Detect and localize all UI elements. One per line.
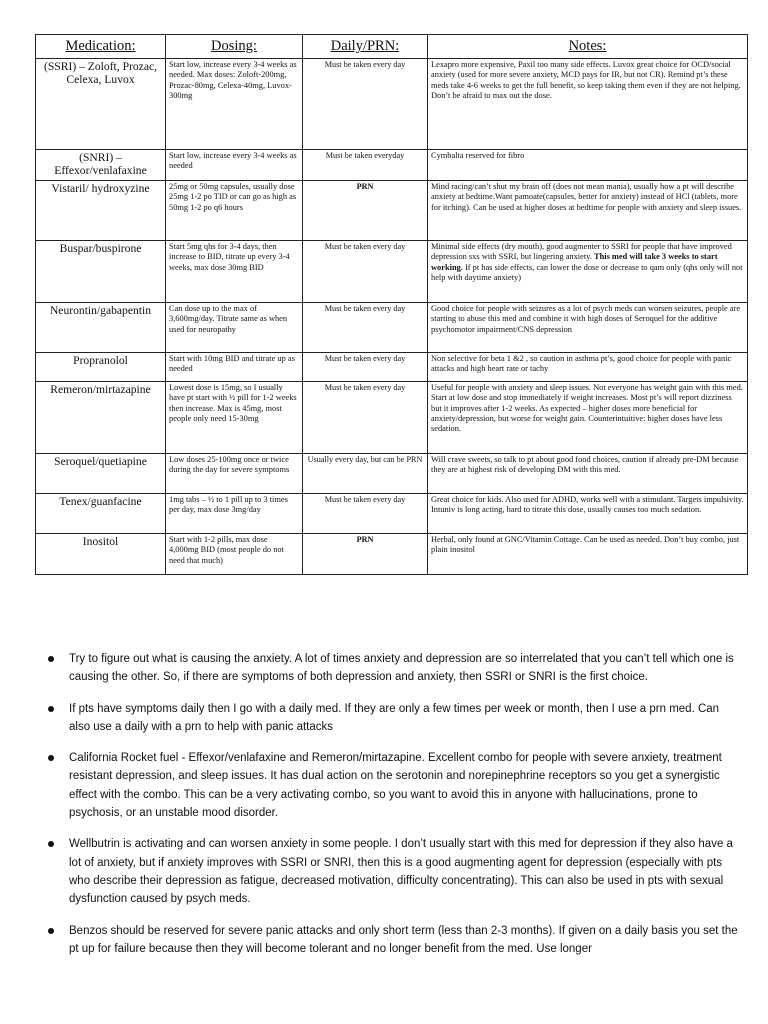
- medication-cell: (SSRI) – Zoloft, Prozac, Celexa, Luvox: [36, 59, 166, 150]
- notes-cell: Lexapro more expensive, Paxil too many side effects. Luvox great choice for OCD/social anxiety (used for more severe anxiety, MCD pays for IR, but not CR). Remind pt’s these meds take 4-6 weeks to get the full benefit, so keep taking them even if they are not helping. Don’t be afraid to max out the dose.: [428, 59, 748, 150]
- header-medication: Medication:: [36, 35, 166, 59]
- header-daily-prn: Daily/PRN:: [303, 35, 428, 59]
- table-row: [36, 534, 748, 575]
- medication-cell: Buspar/buspirone: [36, 241, 166, 303]
- daily-prn-cell: Must be taken every day: [303, 241, 428, 303]
- bullet-text: If pts have symptoms daily then I go with a daily med. If they are only a few times per week or month, then I use a prn med. Can also use a daily with a prn to help with panic attacks: [69, 702, 720, 733]
- bullet-item: [44, 922, 740, 959]
- bullet-item: [44, 650, 740, 687]
- notes-cell: Great choice for kids. Also used for ADHD, works well with a stimulant. Targets impulsivity. Intuniv is long acting, hard to titrate this dose, usually causes too much sedation.: [428, 494, 748, 534]
- bullet-dot-icon: [48, 755, 54, 761]
- medication-cell: (SNRI) – Effexor/venlafaxine: [36, 150, 166, 181]
- bullet-text: Wellbutrin is activating and can worsen anxiety in some people. I don’t usually start with this med for depression if they also have a lot of anxiety, but if anxiety improves with SSRI or SNRI, then this is a good augmenting agent for depression (especially with pts who describe their depression as fatigue, decreased motivation, difficulty concentrating). This can also be used in pts with sexual dysfunction caused by psych meds.: [69, 838, 733, 906]
- notes-cell: Mind racing/can’t shut my brain off (does not mean mania), usually how a pt will describe anxiety at bedtime.Want pamoate(capsules, better for anxiety) instead of HCl (tablets, more for itching). Can be used at higher doses at bedtime for people with anxiety and sleep issues.: [428, 181, 748, 241]
- bullet-dot-icon: [48, 656, 54, 662]
- bullet-dot-icon: [48, 706, 54, 712]
- bullet-dot-icon: [48, 841, 54, 847]
- dosing-cell: Start with 10mg BID and titrate up as needed: [166, 353, 303, 382]
- notes-cell: Will crave sweets, so talk to pt about good food choices, caution if already pre-DM because they are at highest risk of developing DM with this med.: [428, 454, 748, 494]
- dosing-cell: Can dose up to the max of 3,600mg/day. Titrate same as when used for neuropathy: [166, 303, 303, 353]
- daily-prn-cell: PRN: [303, 181, 428, 241]
- medication-cell: Seroquel/quetiapine: [36, 454, 166, 494]
- bullet-text: Try to figure out what is causing the anxiety. A lot of times anxiety and depression are so interrelated that you can’t tell which one is causing the other. So, if there are symptoms of both depression and anxiety, then SSRI or SNRI is the first choice.: [69, 653, 734, 684]
- medication-cell: Propranolol: [36, 353, 166, 382]
- medication-cell: Inositol: [36, 534, 166, 575]
- medication-cell: Neurontin/gabapentin: [36, 303, 166, 353]
- bullet-text: California Rocket fuel - Effexor/venlafaxine and Remeron/mirtazapine. Excellent combo for people with severe anxiety, treatment resistant depression, and sleep issues. It has dual action on the serotonin and norepinephrine receptors so you get a synergistic effect with the combo. This can be a very activating combo, so you want to avoid this in anyone with hallucinations, prone to psychosis, or an unstable mood disorder.: [69, 752, 722, 820]
- table-row: [36, 150, 748, 181]
- bullet-text: Benzos should be reserved for severe panic attacks and only short term (less than 2-3 months). If given on a daily basis you set the pt up for failure because then they will become tolerant and no longer benefit from the med. Use longer: [69, 924, 738, 955]
- bullet-item: [44, 835, 740, 908]
- bullet-dot-icon: [48, 928, 54, 934]
- bullet-item: [44, 749, 740, 822]
- table-row: [36, 454, 748, 494]
- table-row: [36, 494, 748, 534]
- medication-cell: Remeron/mirtazapine: [36, 382, 166, 454]
- notes-cell: Good choice for people with seizures as a lot of psych meds can worsen seizures, people are starting to abuse this med and combine it with high doses of Seroquel for the additive psychomotor impairment/CNS depression: [428, 303, 748, 353]
- daily-prn-cell: PRN: [303, 534, 428, 575]
- medication-cell: Tenex/guanfacine: [36, 494, 166, 534]
- notes-cell: Non selective for beta 1 &2 , so caution in asthma pt’s, good choice for people with panic attacks and high heart rate or tachy: [428, 353, 748, 382]
- dosing-cell: Start with 1-2 pills, max dose 4,000mg BID (most people do not need that much): [166, 534, 303, 575]
- table-row: [36, 181, 748, 241]
- daily-prn-cell: Must be taken every day: [303, 494, 428, 534]
- dosing-cell: Start low, increase every 3-4 weeks as needed: [166, 150, 303, 181]
- daily-prn-cell: Must be taken every day: [303, 353, 428, 382]
- notes-cell: [428, 241, 748, 303]
- table-row: [36, 59, 748, 150]
- dosing-cell: Lowest dose is 15mg, so I usually have pt start with ½ pill for 1-2 weeks then increase. Max is 45mg, most people only need 15-30mg: [166, 382, 303, 454]
- daily-prn-cell: Must be taken everyday: [303, 150, 428, 181]
- table-row: [36, 241, 748, 303]
- notes-emphasis: This med will take 3 weeks to start working.: [431, 252, 718, 272]
- table-row: [36, 382, 748, 454]
- notes-text: If pt has side effects, can lower the dose or decrease to qam only (qhs only will not help with daytime anxiety): [431, 262, 743, 282]
- header-notes: Notes:: [428, 35, 748, 59]
- table-header-row: [36, 35, 748, 59]
- dosing-cell: 1mg tabs – ½ to 1 pill up to 3 times per day, max dose 3mg/day: [166, 494, 303, 534]
- daily-prn-cell: Must be taken every day: [303, 59, 428, 150]
- daily-prn-cell: Must be taken every day: [303, 382, 428, 454]
- daily-prn-cell: Must be taken every day: [303, 303, 428, 353]
- notes-text: Minimal side effects (dry mouth), good augmenter to SSRI for people that have improved depression sxs with SSRI, but lingering anxiety.: [431, 242, 732, 262]
- medication-cell: Vistaril/ hydroxyzine: [36, 181, 166, 241]
- notes-cell: Useful for people with anxiety and sleep issues. Not everyone has weight gain with this med. Start at low dose and stop immediately if weight increases. Most pt’s will report dizziness but it improves after 1-2 weeks. As expected – higher doses more beneficial for anxiety/depression, but worse for weight gain. Counterintuitive: higher doses have less sedation.: [428, 382, 748, 454]
- header-dosing: Dosing:: [166, 35, 303, 59]
- dosing-cell: Start 5mg qhs for 3-4 days, then increase to BID, titrate up every 3-4 weeks, max dose 30mg BID: [166, 241, 303, 303]
- bullet-item: [44, 700, 740, 737]
- medication-table: [35, 34, 748, 575]
- notes-cell: Herbal, only found at GNC/Vitamin Cottage. Can be used as needed. Don’t buy combo, just plain inositol: [428, 534, 748, 575]
- daily-prn-cell: Usually every day, but can be PRN: [303, 454, 428, 494]
- notes-cell: Cymbalta reserved for fibro: [428, 150, 748, 181]
- dosing-cell: Start low, increase every 3-4 weeks as needed. Max doses: Zoloft-200mg, Prozac-80mg, Celexa-40mg, Luvox-300mg: [166, 59, 303, 150]
- dosing-cell: 25mg or 50mg capsules, usually dose 25mg 1-2 po TID or can go as high as 50mg 1-2 po q6 hours: [166, 181, 303, 241]
- table-row: [36, 353, 748, 382]
- guidance-bullet-list: [44, 650, 740, 971]
- dosing-cell: Low doses 25-100mg once or twice during the day for severe symptoms: [166, 454, 303, 494]
- table-row: [36, 303, 748, 353]
